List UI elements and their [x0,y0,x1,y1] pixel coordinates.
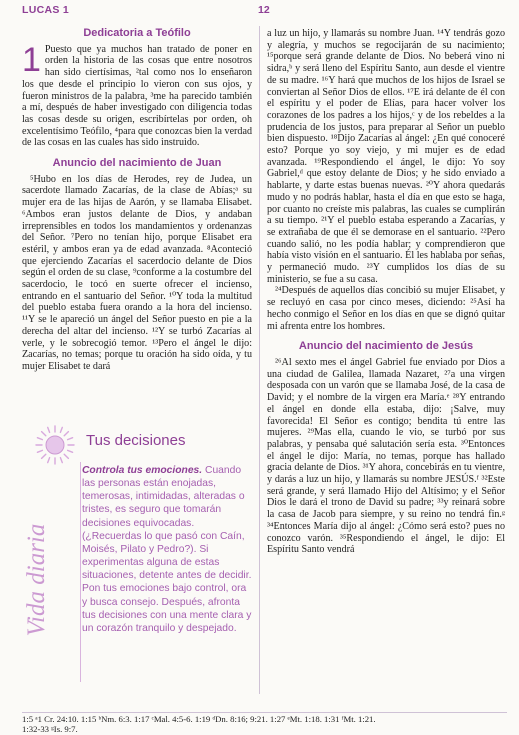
paragraph-24: ²⁴Después de aquellos días concibió su mujer Elisabet, y se recluyó en casa por cinco meses, diciendo: ²⁵Así ha hecho conmigo el Señor en los días en que se dignó quitar mi afrenta entre los hombres. [267,285,505,332]
section-title-john: Anuncio del nacimiento de Juan [52,157,222,170]
footnotes [22,712,507,735]
feature-lead: Controla tus emociones. [82,465,203,476]
feature-title: Tus decisiones [86,432,186,449]
chapter-dropcap: 1 [22,40,41,79]
john-announcement-text: ⁵Hubo en los días de Herodes, rey de Judea, un sacerdote llamado Zacarías, de la clase de Abías;ᵃ su mujer era de las hijas de Aarón, y se llamaba Elisabet. ⁶Ambos eran justos delante de Dios, y andaban irreprensibles en todos los mandamientos y ordenanzas del Señor. ⁷Pero no tenían hijo, porque Elisabet era estéril, y ambos eran ya de edad avanzada. ⁸Aconteció que ejerciendo Zacarías el sacerdocio delante de Dios según el orden de su clase, ⁹conforme a la costumbre del sacerdocio, le tocó en suerte ofrecer el incienso, entrando en el santuario del Señor. ¹⁰Y toda la multitud del pueblo estaba fuera orando a la hora del incienso. ¹¹Y se le apareció un ángel del Señor puesto en pie a la derecha del altar del incienso. ¹²Y se turbó Zacarías al verle, y le sobrecogió temor. ¹³Pero el ángel le dijo: Zacarías, no temas; porque tu oración ha sido oída, y tu mujer Elisabet te dará [22,173,252,372]
feature-body: Cuando las personas están enojadas, temerosas, intimidadas, alteradas o tristes, es seguro que tomarán decisiones equivocadas. (¿Recuerdas lo que pasó con Caín, Moisés, Pilato y Pedro?). Si experimentas alguna de estas situaciones, detente antes de decidir. Pon tus emociones bajo control, ora y busca consejo. Después, afronta tus decisiones con una mente clara y un corazón tranquilo y despejado. [82,465,252,634]
feature-side-label [17,480,57,680]
feature-text [82,464,254,635]
continued-paragraph: a luz un hijo, y llamarás su nombre Juan. ¹⁴Y tendrás gozo y alegría, y muchos se regocijarán de su nacimiento; ¹⁵porque será grande delante de Dios. No beberá vino ni sidra,ᵇ y será lleno del Espíritu Santo, aun desde el vientre de su madre. ¹⁶Y hará que muchos de los hijos de Israel se conviertan al Señor Dios de ellos. ¹⁷E irá delante de él con el espíritu y el poder de Elías, para hacer volver los corazones de los padres a los hijos,ᶜ y de los rebeldes a la prudencia de los justos, para preparar al Señor un pueblo bien dispuesto. ¹⁸Dijo Zacarías al ángel: ¿En qué conoceré esto? Porque yo soy viejo, y mi mujer es de edad avanzada. ¹⁹Respondiendo el ángel, le dijo: Yo soy Gabriel,ᵈ que estoy delante de Dios; y he sido enviado a hablarte, y darte estas buenas nuevas. ²⁰Y ahora quedarás mudo y no podrás hablar, hasta el día en que esto se haga, por cuanto no creíste mis palabras, las cuales se cumplirán a su tiempo. ²¹Y el pueblo estaba esperando a Zacarías, y se extrañaba de que él se demorase en el santuario. ²²Pero cuando salió, no les podía hablar; y comprendieron que había visto visión en el santuario. Él les hablaba por señas, y permaneció mudo. ²³Y cumplidos los días de su ministerio, se fue a su casa. [267,28,505,285]
right-column [267,28,505,556]
section-title-jesus: Anuncio del nacimiento de Jesús [298,340,474,353]
footnote-line: 1:32-33 ᵍIs. 9:7. [22,724,78,735]
jesus-announcement-text: ²⁶Al sexto mes el ángel Gabriel fue enviado por Dios a una ciudad de Galilea, llamada Nazaret, ²⁷a una virgen desposada con un varón que se llamaba José, de la casa de David; y el nombre de la virgen era María.ᵉ ²⁸Y entrando el ángel en donde ella estaba, dijo: ¡Salve, muy favorecida! El Señor es contigo; bendita tú entre las mujeres. ²⁹Mas ella, cuando le vio, se turbó por sus palabras, y pensaba qué salutación sería esta. ³⁰Entonces el ángel le dijo: María, no temas, porque has hallado gracia delante de Dios. ³¹Y ahora, concebirás en tu vientre, y darás a luz un hijo, y llamarás su nombre JESÚS.ᶠ ³²Este será grande, y será llamado Hijo del Altísimo; y el Señor Dios le dará el trono de David su padre; ³³y reinará sobre la casa de Jacob para siempre, y su reino no tendrá fin.ᵍ ³⁴Entonces María dijo al ángel: ¿Cómo será esto? pues no conozco varón. ³⁵Respondiendo el ángel, le dijo: El Espíritu Santo vendrá [267,356,505,556]
footnote-line: 1:5 ᵃ1 Cr. 24:10. 1:15 ᵇNm. 6:3. 1:17 ᶜMal. 4:5-6. 1:19 ᵈDn. 8:16; 9:21. 1:27 ᵉMt. 1:18. 1:31 ᶠMt. 1:21. [22,714,376,724]
book-header: LUCAS 1 [22,4,70,16]
dedication-text: Puesto que ya muchos han tratado de poner en orden la historia de las cosas que entre nosotros han sido ciertísimas, ²tal como nos lo enseñaron los que desde el principio lo vieron con sus ojos, y fueron ministros de la palabra, ³me ha parecido también a mí, después de haber investigado con diligencia todas las cosas desde su origen, escribírtelas por orden, oh excelentísimo Teófilo, ⁴para que conozcas bien la verdad de las cosas en las cuales has sido instruido. [22,43,252,149]
vida-diaria-label: Vida diaria [23,523,50,637]
sun-icon [34,424,76,466]
section-title-dedication: Dedicatoria a Teófilo [83,27,191,39]
left-column [22,28,252,373]
page-number: 12 [258,4,270,16]
column-divider [259,26,260,694]
dedication-paragraph [22,40,252,149]
